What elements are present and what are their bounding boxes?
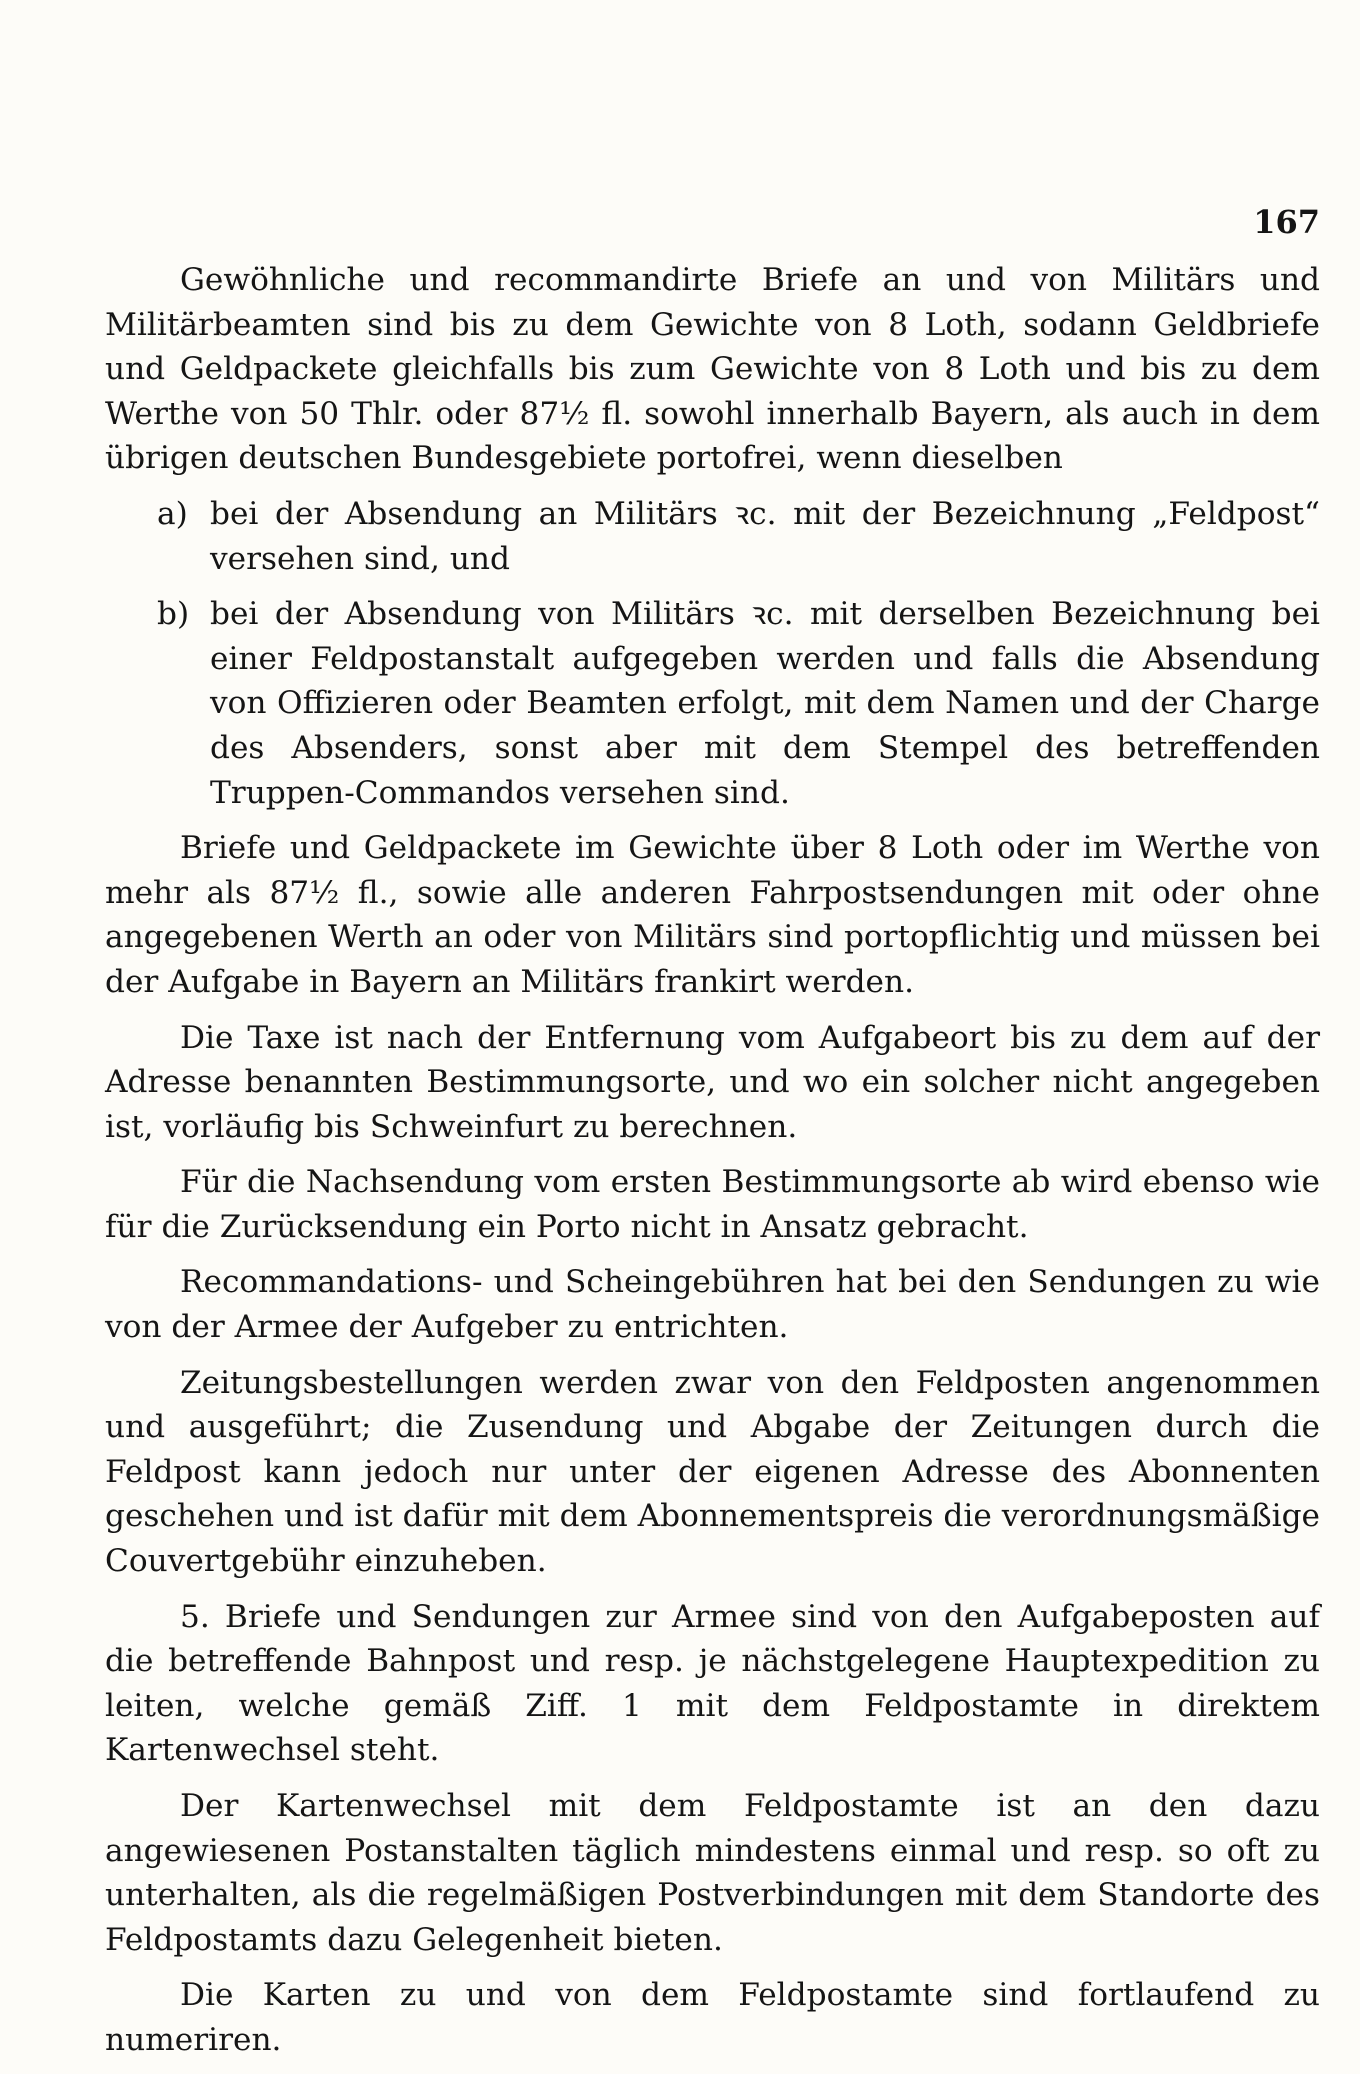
paragraph-card-numbering: Die Karten zu und von dem Feldpostamte sind fortlaufend zu numeriren. [105, 1977, 1320, 2058]
list-text-a: bei der Absendung an Militärs ꝛc. mit der Bezeichnung „Feldpost“ versehen sind, und [210, 495, 1320, 577]
list-text-b: bei der Absendung von Militärs ꝛc. mit derselben Bezeichnung bei einer Feldpostanstalt aufgegeben werden und falls die Absendung von Offizieren oder Beamten erfolgt, mit dem Namen und der Charge des Absenders, sonst aber mit dem Stempel des betreffenden Truppen-Commandos versehen sind. [210, 596, 1320, 811]
list-item-a [105, 492, 1320, 581]
list-marker-b: b) [157, 596, 190, 633]
paragraph-fees: Recommandations- und Scheingebühren hat bei den Sendungen zu wie von der Armee der Aufgeber zu entrichten. [105, 1264, 1320, 1346]
paragraph-forwarding: Für die Nachsendung vom ersten Bestimmungsorte ab wird ebenso wie für die Zurücksendung ein Porto nicht in Ansatz gebracht. [105, 1164, 1320, 1245]
list-marker-a: a) [157, 495, 188, 532]
paragraph-section-5: 5. Briefe und Sendungen zur Armee sind von den Aufgabeposten auf die betreffende Bahnpost und resp. je nächstgelegene Hauptexpedition zu leiten, welche gemäß Ziff. 1 mit dem Feldpostamte in direktem Kartenwechsel steht. [105, 1598, 1320, 1769]
paragraph-postage-liable: Briefe und Geldpackete im Gewichte über 8 Loth oder im Werthe von mehr als 87½ fl., sowie alle anderen Fahrpostsendungen mit oder ohne angegebenen Werth an oder von Militärs sind portopflichtig und müssen bei der Aufgabe in Bayern an Militärs frankirt werden. [105, 830, 1320, 1000]
body-text [105, 258, 1320, 2074]
list-item-b [105, 592, 1320, 815]
page-number: 167 [1253, 203, 1320, 241]
paragraph-newspapers: Zeitungsbestellungen werden zwar von den Feldposten angenommen und ausgeführt; die Zusendung und Abgabe der Zeitungen durch die Feldpost kann jedoch nur unter der eigenen Adresse des Abonnenten geschehen und ist dafür mit dem Abonnementspreis die verordnungsmäßige Couvertgebühr einzuheben. [105, 1364, 1320, 1580]
paragraph-card-exchange: Der Kartenwechsel mit dem Feldpostamte ist an den dazu angewiesenen Postanstalten täglich mindestens einmal und resp. so oft zu unterhalten, als die regelmäßigen Postverbindungen mit dem Standorte des Feldpostamts dazu Gelegenheit bieten. [105, 1788, 1320, 1958]
paragraph-tax: Die Taxe ist nach der Entfernung vom Aufgabeort bis zu dem auf der Adresse benannten Bestimmungsorte, und wo ein solcher nicht angegeben ist, vorläufig bis Schweinfurt zu berechnen. [105, 1019, 1320, 1145]
paragraph-postage-free: Gewöhnliche und recommandirte Briefe an und von Militärs und Militärbeamten sind bis zu dem Gewichte von 8 Loth, sodann Geldbriefe und Geldpackete gleichfalls bis zum Gewichte von 8 Loth und bis zu dem Werthe von 50 Thlr. oder 87½ fl. sowohl innerhalb Bayern, als auch in dem übrigen deutschen Bundesgebiete portofrei, wenn dieselben [105, 262, 1320, 477]
